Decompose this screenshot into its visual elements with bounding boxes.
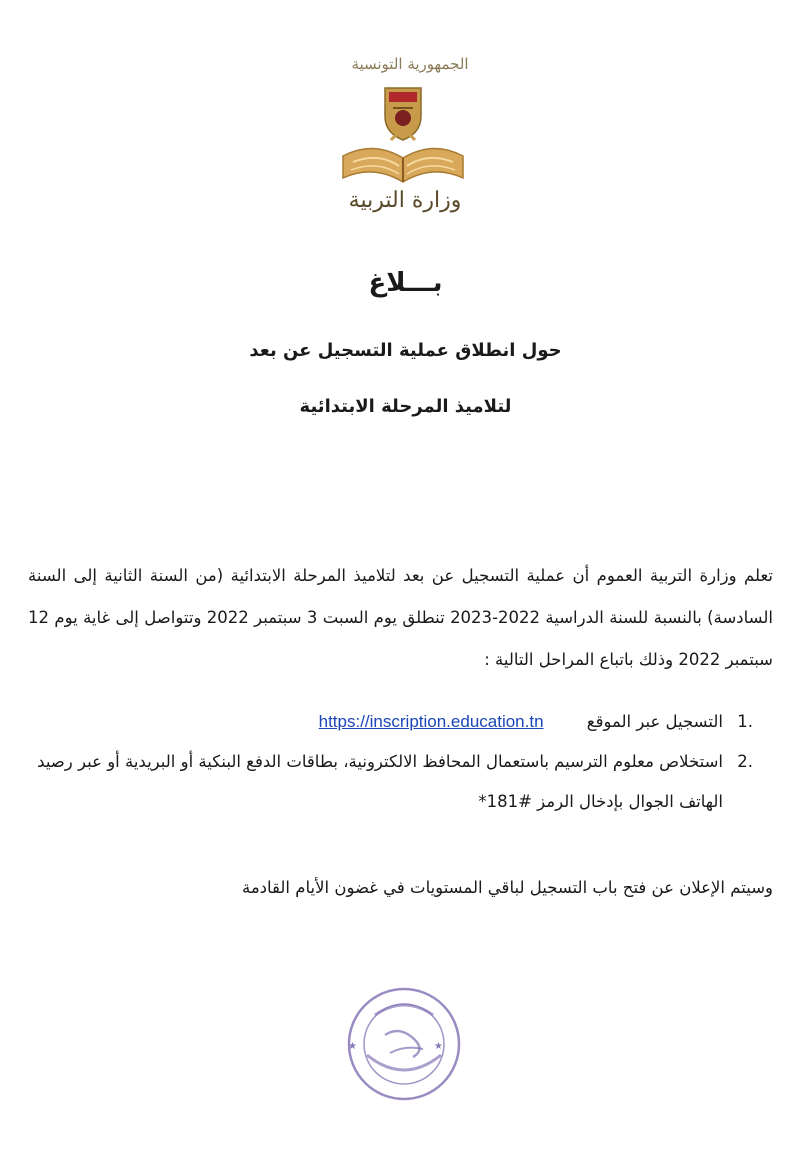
- step-text: التسجيل عبر الموقع: [586, 712, 723, 731]
- letterhead: [0, 0, 811, 250]
- ministry-emblem-logo: [333, 78, 473, 198]
- registration-website-link[interactable]: https://inscription.education.tn: [318, 712, 544, 731]
- document-title: بـــلاغ: [368, 268, 443, 298]
- step-item-2: [28, 742, 773, 822]
- svg-text:★: ★: [348, 1041, 357, 1052]
- republic-heading: الجمهورية التونسية: [351, 55, 469, 73]
- document-subtitle-line1: حول انطلاق عملية التسجيل عن بعد: [249, 340, 562, 361]
- step-number: 2.: [737, 752, 753, 771]
- closing-statement: وسيتم الإعلان عن فتح باب التسجيل لباقي المستويات في غضون الأيام القادمة: [241, 878, 773, 897]
- official-stamp-icon: [345, 985, 463, 1103]
- document-subtitle-line2: لتلاميذ المرحلة الابتدائية: [299, 396, 512, 417]
- ministry-name: وزارة التربية: [348, 188, 462, 213]
- steps-list: [28, 702, 773, 822]
- announcement-body: تعلم وزارة التربية العموم أن عملية التسجيل عن بعد لتلاميذ المرحلة الابتدائية (من السنة الثانية إلى السنة السادسة) بالنسبة للسنة الدراسية 2022-2023 تنطلق يوم السبت 3 سبتمبر 2022 وتتواصل إلى غاية يوم 12 سبتمبر 2022 وذلك باتباع المراحل التالية :: [28, 566, 773, 669]
- svg-text:★: ★: [434, 1041, 443, 1052]
- step-number: 1.: [737, 712, 753, 731]
- step-text: استخلاص معلوم الترسيم باستعمال المحافظ الالكترونية، بطاقات الدفع البنكية أو البريدية أو عبر رصيد الهاتف الجوال بإدخال الرمز #181*: [37, 752, 723, 811]
- step-item-1: [28, 702, 773, 742]
